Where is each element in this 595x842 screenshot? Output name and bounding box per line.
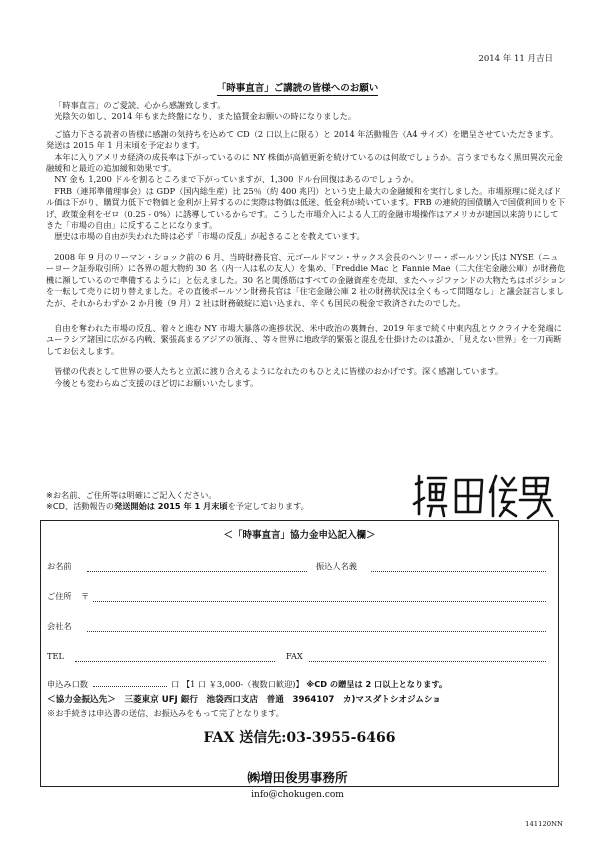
paragraph: ご協力下さる読者の皆様に感謝の気持ちを込めて CD（2 口以上に限る）と 2014 年活動報告（A4 サイズ）を贈呈させていただきます。発送は 2015 年 1 月末頃を予定おります。 [46, 128, 559, 151]
paragraph: FRB（連邦準備理事会）は GDP（国内総生産）比 25％（約 400 兆円）という史上最大の金融緩和を実行しました。市場原理に従えばドル価は下がり、購買力低下で物価と金利が上昇するのに実際は物価は低迷、低金利が続いています。FRB の連続的国債購入で国債利回りを下げ、政策金利をゼロ（0.25 - 0%）に誘導しているからです。こうした市場介入による人工的金融市場操作はアメリカが建国以来誇りにしてきた「市場の自由」に反することになります。 [46, 185, 566, 231]
letter-body [46, 100, 566, 389]
unit-price: 【1 口 ￥3,000-（複数口歓迎)】 [181, 679, 304, 689]
bank-info: ＜協力金振込先＞ 三菱東京 UFJ 銀行 池袋西口支店 普通 3964107 カ)マスダトシオジムショ [47, 695, 441, 705]
name-field[interactable] [87, 571, 307, 572]
note-line [46, 501, 309, 512]
units-row [47, 679, 447, 690]
company-field[interactable] [87, 631, 546, 632]
fax-label: FAX [286, 651, 303, 661]
address-label: ご住所 [47, 591, 72, 601]
transfer-name-label: 振込人名義 [316, 561, 357, 571]
units-suffix: 口 [171, 679, 180, 689]
paragraph: 2008 年 9 月のリーマン・ショック前の 6 月、当時財務長官、元ゴールドマン・サックス会長のヘンリー・ポールソン氏は NYSE（ニューヨーク証券取引所）に各界の超大物約 30 名（内一人は私の友人）を集め、「Freddie Mac と Fannie Mae（二大住宅金融公庫）が財務危機に瀕しているので準備するように」と伝えました。30 名と関係筋はすべての金融資産を売却、またヘッジファンドの大物たちはポジションを一転して売りに切り替えました。その直後ポールソン財務長官は「住宅金融公庫 2 社の財務状況は全くもって問題なし」と議会証言しましたが、それからわずか 2 か月後（9 月）2 社は財務破綻に追い込まれ、辛くも国民の税金で救済されたのでした。 [46, 251, 566, 308]
note-line: ※お名前、ご住所等は明確にご記入ください。 [46, 490, 217, 500]
paragraph: 歴史は市場の自由が失われた時は必ず「市場の反乱」が起きることを教えています。 [54, 231, 365, 242]
paragraph: 本年に入りアメリカ経済の成長率は下がっているのに NY 株価が高値更新を続けているのは何故でしょうか。言うまでもなく黒田異次元金融緩和と最近の追加緩和効果です。 [46, 151, 563, 174]
company-label: 会社名 [47, 621, 72, 631]
paragraph: 皆様の代表として世界の要人たちと立派に渡り合えるようになれたのもひとえに皆様のおかげです。深く感謝しています。 [54, 366, 504, 377]
name-label: お名前 [47, 561, 72, 571]
postal-mark: 〒 [81, 591, 90, 601]
tel-label: TEL [47, 651, 64, 661]
handwritten-signature [410, 470, 560, 522]
document-title [0, 80, 595, 94]
office-email[interactable]: info@chokugen.com [251, 790, 344, 800]
note-text: ※CD、活動報告の [46, 501, 115, 512]
procedure-note: ※お手続きは申込書の送信、お振込みをもって完了となります。 [47, 708, 284, 718]
note-text: を予定しております。 [227, 501, 309, 512]
paragraph: NY 金も 1,200 ドルを割るところまで下がっていますが、1,300 ドル台回復はあるのでしょうか。 [54, 174, 419, 185]
office-name: ㈱増田俊男事務所 [247, 770, 348, 785]
transfer-name-field[interactable] [371, 571, 546, 572]
form-title: ＜「時事直言」協力金申込記入欄＞ [223, 530, 376, 541]
document-date: 2014 年 11 月吉日 [478, 54, 553, 64]
contribution-form [40, 520, 559, 787]
units-label: 申込み口数 [47, 679, 88, 689]
address-field[interactable] [93, 601, 546, 602]
paragraph: 「時事直言」のご愛読、心から感謝致します。 [54, 100, 226, 110]
cd-note: ※CD の贈呈は 2 口以上となります。 [306, 679, 448, 689]
units-field[interactable] [93, 686, 167, 687]
fax-field[interactable] [309, 661, 546, 662]
note-emphasis: 発送開始は 2015 年 1 月末頃 [114, 501, 228, 512]
paragraph: 自由を奪われた市場の反乱、着々と進む NY 市場大暴落の進捗状況、米中政治の裏舞台、2019 年まで続く中東内乱とウクライナを発端にユーラシア諸国に広がる内戦、緊張高まるアジアの領海、、等々世界に地政学的緊張と混乱を仕掛けたのは誰か、「見えない世界」を一刀両断してお伝えします。 [46, 322, 562, 356]
tel-field[interactable] [75, 661, 275, 662]
title-text: 「時事直言」ご講読の皆様へのお願い [216, 83, 379, 94]
document-code: 141120NN [525, 820, 563, 828]
paragraph: 今後とも変わらぬご支援のほど切にお願いいたします。 [54, 377, 259, 388]
paragraph: 光陰矢の如し、2014 年もまた終盤になり、また協賛金お願いの時になりました。 [54, 111, 357, 122]
notes [46, 490, 309, 513]
fax-number: FAX 送信先:03-3955-6466 [203, 730, 396, 746]
